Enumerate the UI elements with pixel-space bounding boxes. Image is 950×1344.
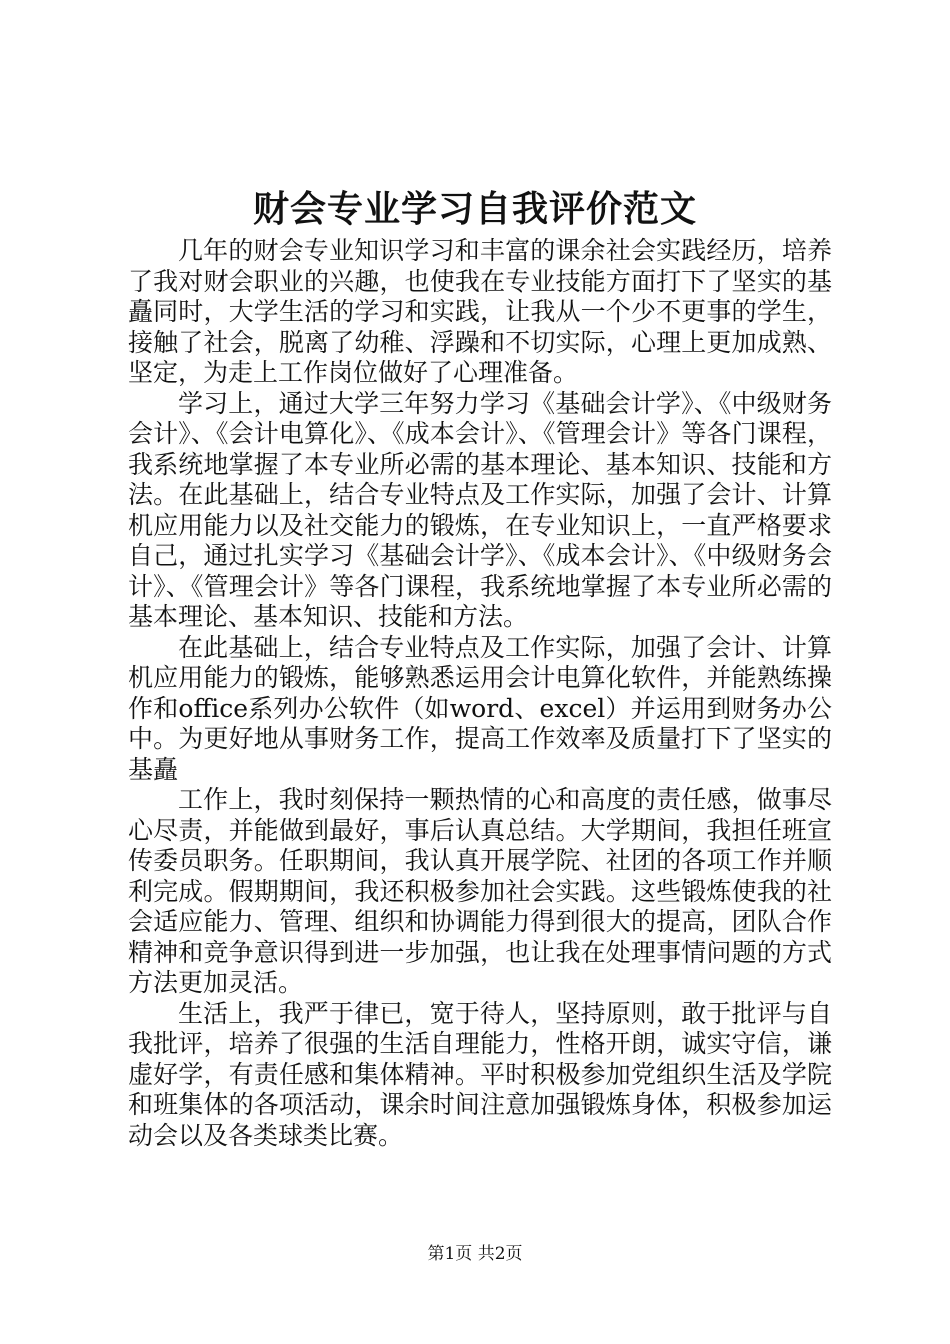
paragraph-skills: 在此基础上，结合专业特点及工作实际，加强了会计、计算机应用能力的锻炼，能够熟悉运用会计电算化软件，并能熟练操作和office系列办公软件（如word、excel）并运用到财务办公中。为更好地从事财务工作，提高工作效率及质量打下了坚实的基矗 <box>128 632 832 784</box>
paragraph-study: 学习上，通过大学三年努力学习《基础会计学》、《中级财务会计》、《会计电算化》、《成本会计》、《管理会计》等各门课程，我系统地掌握了本专业所必需的基本理论、基本知识、技能和方法。在此基础上，结合专业特点及工作实际，加强了会计、计算机应用能力以及社交能力的锻炼，在专业知识上，一直严格要求自己，通过扎实学习《基础会计学》、《成本会计》、《中级财务会计》、《管理会计》等各门课程，我系统地掌握了本专业所必需的基本理论、基本知识、技能和方法。 <box>128 388 832 631</box>
document-title: 财会专业学习自我评价范文 <box>252 188 697 230</box>
document-body <box>128 236 832 1151</box>
page-number-footer: 第1页 共2页 <box>427 1244 523 1264</box>
paragraph-work: 工作上，我时刻保持一颗热情的心和高度的责任感，做事尽心尽责，并能做到最好，事后认真总结。大学期间，我担任班宣传委员职务。任职期间，我认真开展学院、社团的各项工作并顺利完成。假期期间，我还积极参加社会实践。这些锻炼使我的社会适应能力、管理、组织和协调能力得到很大的提高，团队合作精神和竞争意识得到进一步加强，也让我在处理事情问题的方式方法更加灵活。 <box>128 785 832 997</box>
paragraph-intro: 几年的财会专业知识学习和丰富的课余社会实践经历，培养了我对财会职业的兴趣，也使我在专业技能方面打下了坚实的基矗同时，大学生活的学习和实践，让我从一个少不更事的学生，接触了社会，脱离了幼稚、浮躁和不切实际，心理上更加成熟、坚定，为走上工作岗位做好了心理准备。 <box>128 236 832 387</box>
paragraph-life: 生活上，我严于律已，宽于待人，坚持原则，敢于批评与自我批评，培养了很强的生活自理能力，性格开朗，诚实守信，谦虚好学，有责任感和集体精神。平时积极参加党组织生活及学院和班集体的各项活动，课余时间注意加强锻炼身体，积极参加运动会以及各类球类比赛。 <box>128 998 832 1150</box>
